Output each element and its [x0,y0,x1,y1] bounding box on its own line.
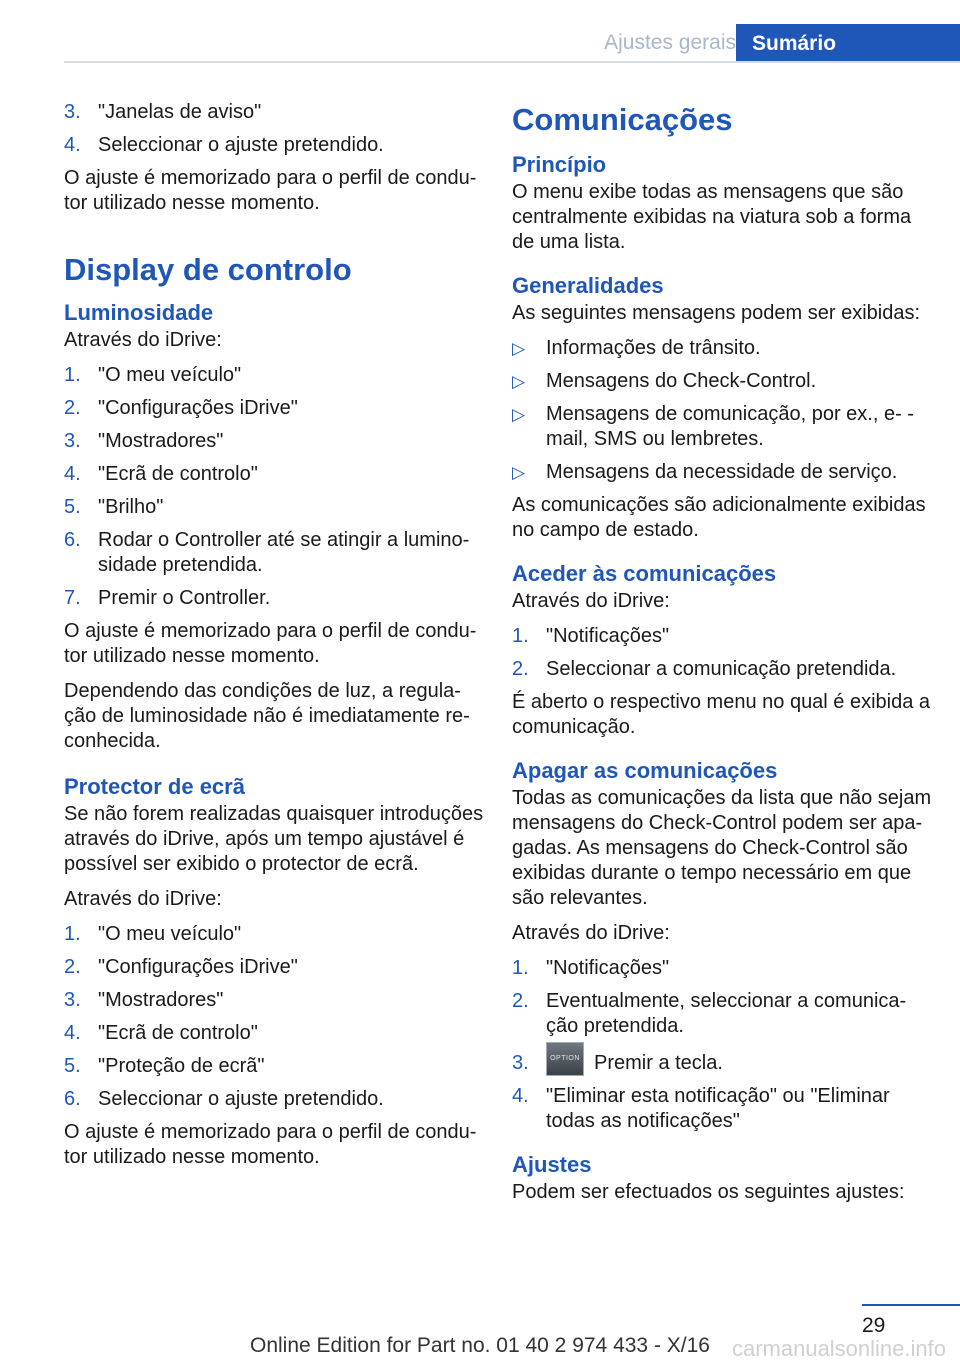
bullet-text: Mensagens da necessidade de serviço. [546,461,898,483]
prot-steps [64,922,484,1112]
list-item [512,624,936,649]
list-item [64,922,484,947]
step-text: Premir a tecla. [594,1052,723,1074]
step-number: 1. [512,957,529,979]
heading-luminosidade: Luminosidade [64,300,214,325]
step-text: "Mostradores" [98,989,224,1011]
watermark: carmanualsonline.info [731,1336,946,1361]
step-number: 4. [64,134,81,156]
option-button-icon: OPTION [546,1042,584,1076]
step-number: 3. [64,989,81,1011]
access-note: É aberto o respectivo menu no qual é exibida a comunicação. [512,691,931,738]
list-item [64,100,484,125]
step-text: Rodar o Controller até se atingir a lumino‐ sidade pretendida. [98,529,470,576]
list-item [64,586,484,611]
list-item [64,495,484,520]
list-item [64,429,484,454]
step-text: Seleccionar o ajuste pretendido. [98,1088,384,1110]
lum-note-2: Dependendo das condições de luz, a regula‐ ção de luminosidade não é imediatamente re‐ conhecida. [64,680,470,752]
heading-principio: Princípio [512,152,607,177]
list-item [512,989,936,1039]
heading-protector-de-ecra: Protector de ecrã [64,774,245,799]
step-number: 2. [512,990,529,1012]
list-item [64,462,484,487]
header-section-title: Ajustes gerais [604,31,736,54]
step-text: "Janelas de aviso" [98,101,262,123]
principle-text: O menu exibe todas as mensagens que são centralmente exibidas na viatura sob a forma de uma lista. [512,181,912,253]
step-number: 5. [64,496,81,518]
list-item [64,1087,484,1112]
step-text: Eventualmente, seleccionar a comunica‐ ção pretendida. [546,990,907,1037]
lum-steps [64,363,484,611]
step-number: 4. [64,1022,81,1044]
prot-lead: Através do iDrive: [64,888,222,910]
list-item [64,955,484,980]
step-text: "Brilho" [98,496,164,518]
list-item [512,1051,936,1076]
step-text: "Ecrã de controlo" [98,1022,258,1044]
heading-generalidades: Generalidades [512,273,664,298]
triangle-bullet-icon: ▷ [512,372,526,391]
step-number: 3. [64,430,81,452]
bullet-text: Informações de trânsito. [546,337,761,359]
heading-display-de-controlo: Display de controlo [64,252,352,287]
list-item [64,1021,484,1046]
delete-steps [512,956,936,1039]
list-item [64,396,484,421]
general-note: As comunicações são adicionalmente exibidas no campo de estado. [512,494,926,541]
step-number: 2. [64,397,81,419]
lum-note-1: O ajuste é memorizado para o perfil de condu‐ tor utilizado nesse momento. [64,620,477,667]
settings-text: Podem ser efectuados os seguintes ajustes: [512,1181,905,1203]
step-number: 2. [64,956,81,978]
heading-aceder-comunicacoes: Aceder às comunicações [512,561,777,586]
step-text: "Mostradores" [98,430,224,452]
edition-text: Online Edition for Part no. 01 40 2 974 433 - X/16 [250,1334,710,1357]
step-text: "Configurações iDrive" [98,956,298,978]
bullet-text: Mensagens de comunicação, por ex., e- -mail, SMS ou lembretes. [546,403,914,450]
general-bullets [512,336,936,485]
list-item [512,460,936,485]
access-lead: Através do iDrive: [512,590,670,612]
delete-lead: Através do iDrive: [512,922,670,944]
delete-steps-cont [512,1051,936,1134]
triangle-bullet-icon: ▷ [512,463,526,482]
intro-steps [64,100,484,158]
list-item [64,988,484,1013]
step-text: Seleccionar o ajuste pretendido. [98,134,384,156]
step-number: 4. [64,463,81,485]
general-lead: As seguintes mensagens podem ser exibidas: [512,302,921,324]
step-text: "Notificações" [546,625,670,647]
left-column [64,100,484,1180]
list-item [64,363,484,388]
step-number: 1. [64,364,81,386]
step-text: "Eliminar esta notificação" ou "Eliminar todas as notificações" [546,1085,890,1132]
lum-lead: Através do iDrive: [64,329,222,351]
step-text: "Ecrã de controlo" [98,463,258,485]
step-number: 3. [512,1052,529,1074]
step-text: "Proteção de ecrã" [98,1055,265,1077]
header-rule [64,61,960,63]
step-number: 3. [64,101,81,123]
bullet-text: Mensagens do Check-Control. [546,370,817,392]
step-text: Premir o Controller. [98,587,271,609]
list-item [64,133,484,158]
step-number: 1. [512,625,529,647]
heading-apagar-comunicacoes: Apagar as comunicações [512,758,778,783]
delete-text: Todas as comunicações da lista que não sejam mensagens do Check-Control podem ser apa‐ gadas. As mensagens do Check-Control são exibidas durante o tempo necessário em que são relevantes. [512,787,932,909]
right-column [512,100,936,1215]
step-number: 2. [512,658,529,680]
list-item [512,657,936,682]
header-tab-contents[interactable]: Sumário [736,24,960,63]
step-number: 6. [64,1088,81,1110]
step-number: 5. [64,1055,81,1077]
list-item [512,336,936,361]
list-item [512,956,936,981]
intro-note: O ajuste é memorizado para o perfil de condu‐ tor utilizado nesse momento. [64,167,477,214]
list-item [64,528,484,578]
page-number: 29 [862,1314,886,1337]
step-text: "Notificações" [546,957,670,979]
step-text: "O meu veículo" [98,923,242,945]
triangle-bullet-icon: ▷ [512,339,526,358]
prot-note: O ajuste é memorizado para o perfil de condu‐ tor utilizado nesse momento. [64,1121,477,1168]
list-item [512,369,936,394]
list-item [64,1054,484,1079]
step-text: Seleccionar a comunicação pretendida. [546,658,897,680]
step-number: 7. [64,587,81,609]
prot-text: Se não forem realizadas quaisquer introduções através do iDrive, após um tempo ajustável é possível ser exibido o protector de ecrã. [64,803,484,875]
step-number: 1. [64,923,81,945]
footer-rule [862,1304,960,1306]
heading-ajustes: Ajustes [512,1152,592,1177]
step-text: "Configurações iDrive" [98,397,298,419]
step-number: 6. [64,529,81,551]
step-text: "O meu veículo" [98,364,242,386]
access-steps [512,624,936,682]
triangle-bullet-icon: ▷ [512,405,526,424]
step-number: 4. [512,1085,529,1107]
list-item [512,1084,936,1134]
list-item [512,402,936,452]
heading-comunicacoes: Comunicações [512,102,733,137]
